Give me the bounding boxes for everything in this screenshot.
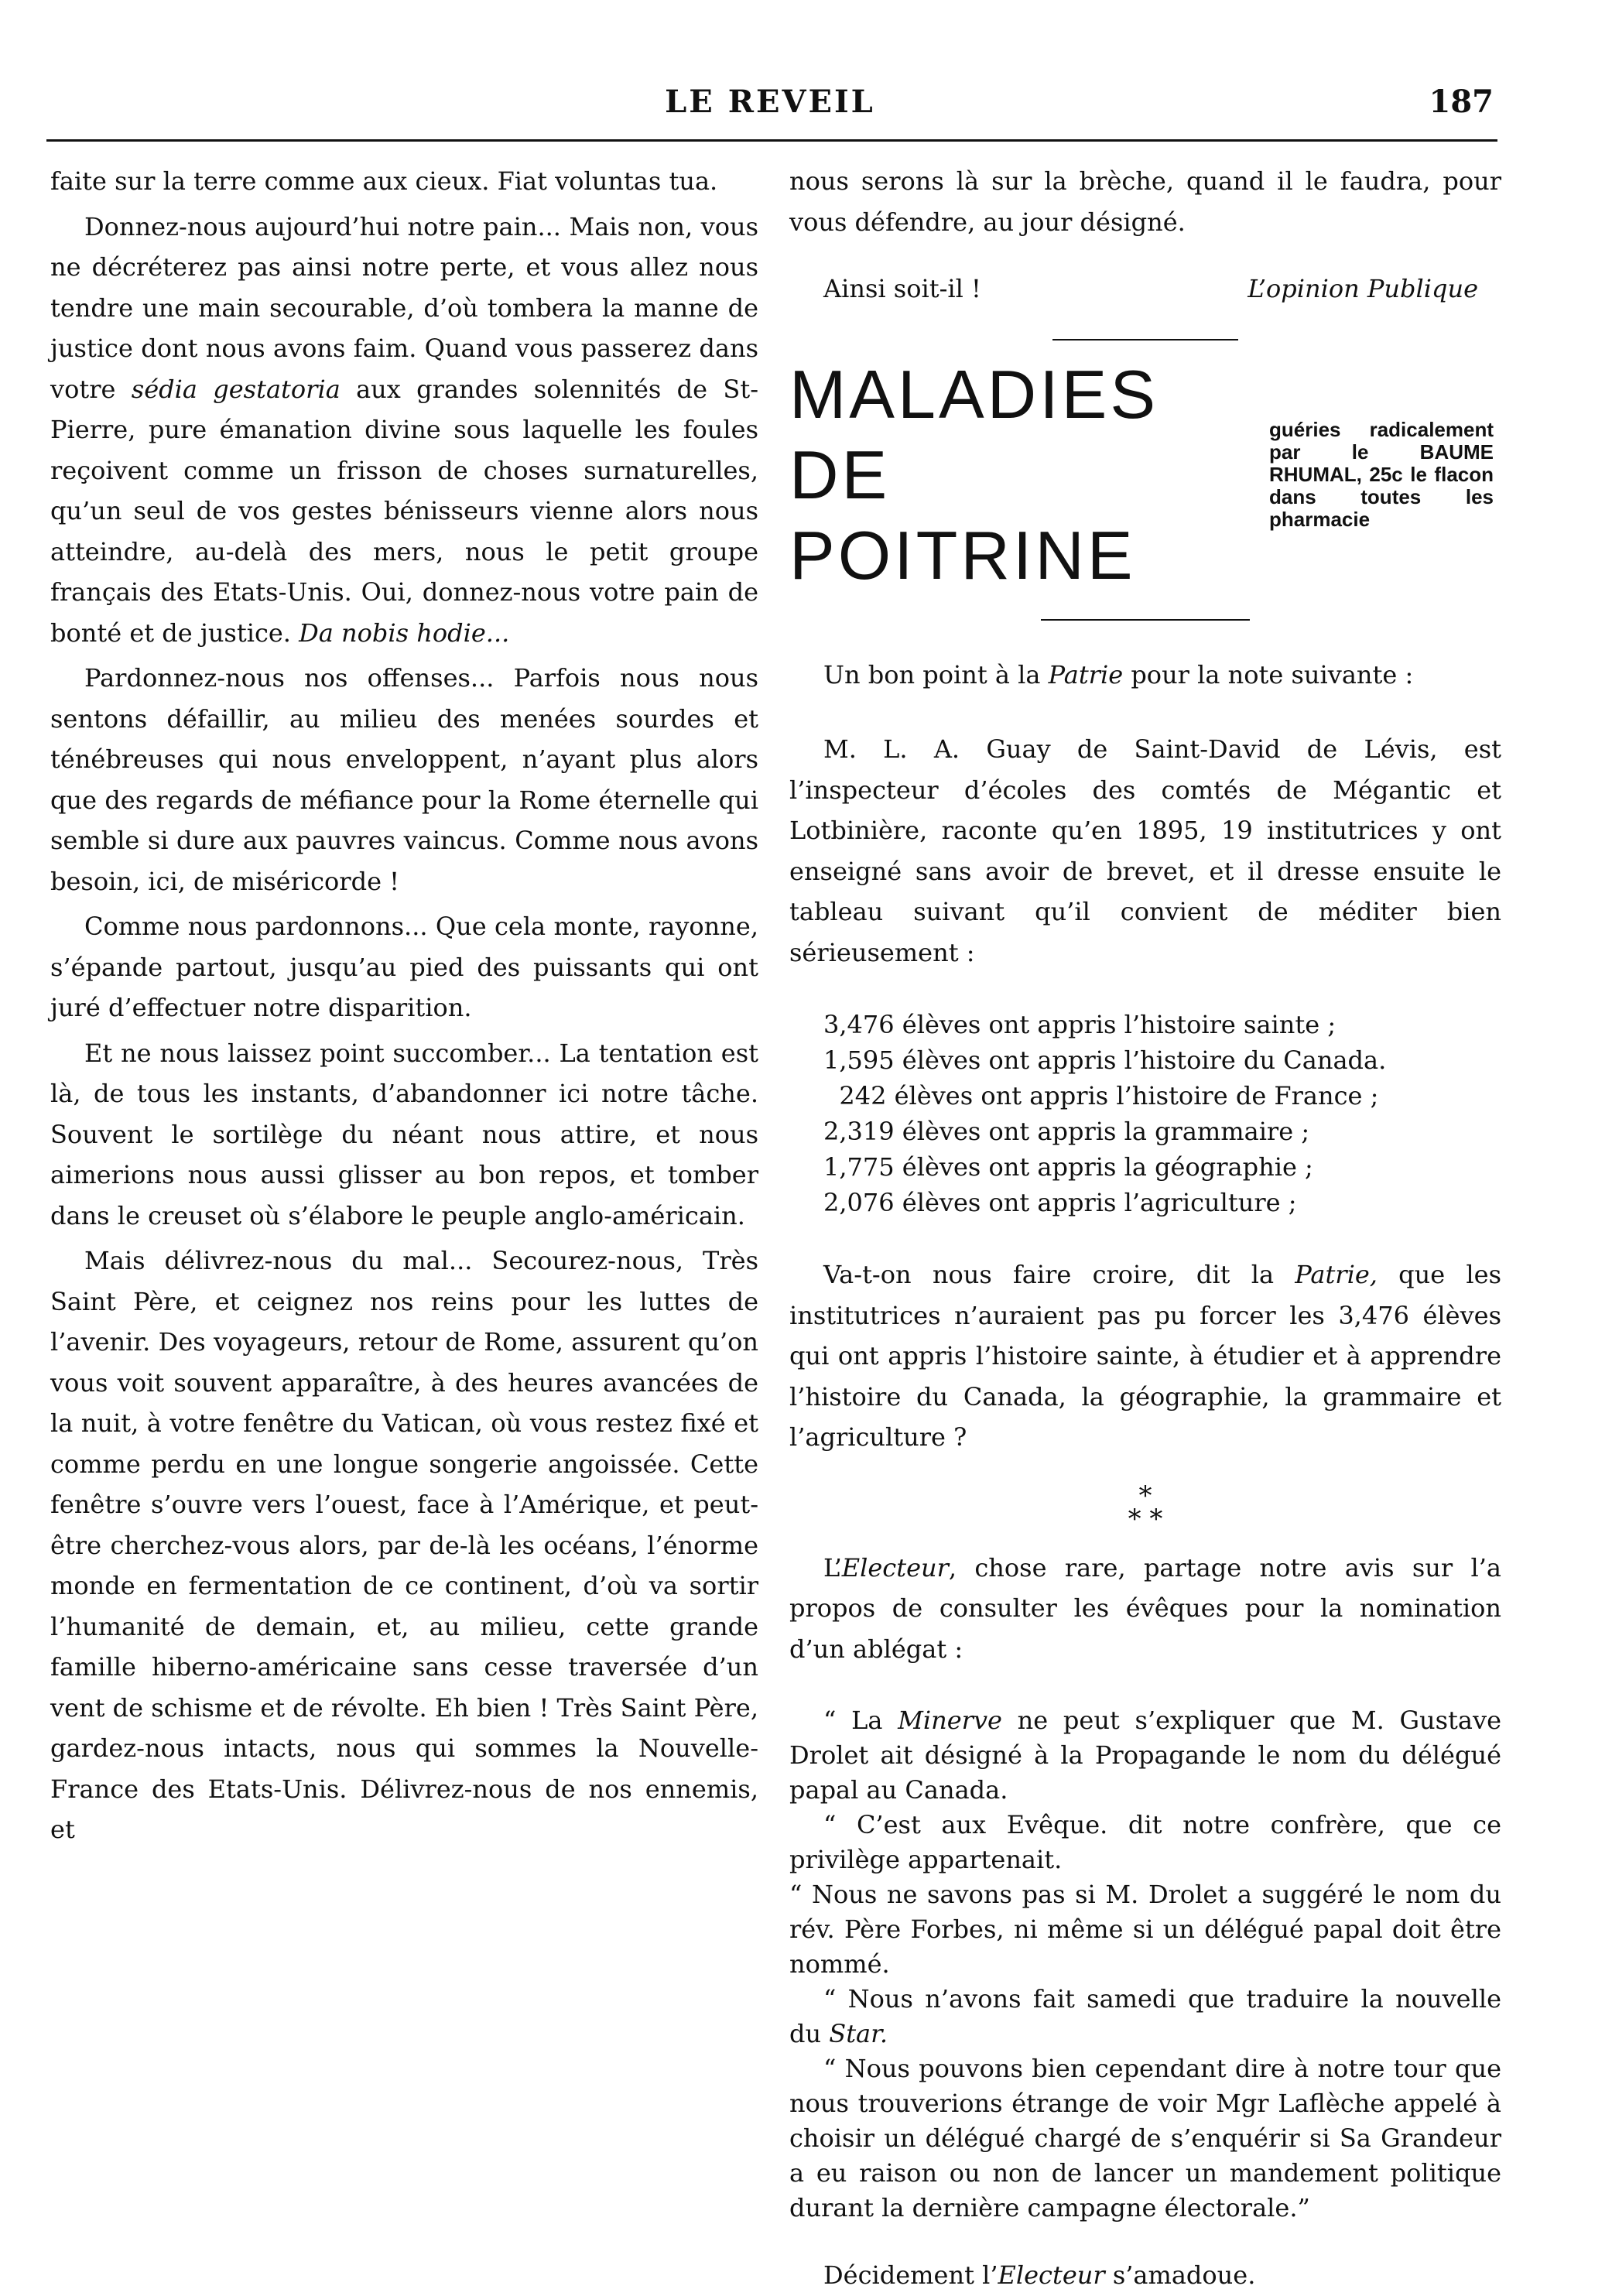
paragraph-va-t-on: Va-t-on nous faire croire, dit la Patrie, que les institutrices n’auraient pas pu forcer les 3,476 élèves qui ont appris l’histoire sainte, à étudier et à apprendre l’histoire du Canada, la géographie, la grammaire et l’agriculture ? [789, 1260, 1502, 1452]
ad-text: guéries radicalement par le BAUME RHUMAL, 25c le flacon dans toutes les pharmacie [1269, 418, 1494, 531]
quote-eveques: “ C’est aux Evêque. dit notre confrère, que ce privilège appartenait. [789, 1810, 1501, 1874]
quote-drolet: “ Nous ne savons pas si M. Drolet a suggéré le nom du rév. Père Forbes, ni même si un délégué papal doit être nommé. [789, 1880, 1501, 1979]
asterism: * * * [1128, 1480, 1163, 1535]
separator-rule [1041, 619, 1250, 621]
table-row: 3,476 élèves ont appris l’histoire sainte ; [823, 1010, 1336, 1039]
paragraph-breche: nous serons là sur la brèche, quand il le faudra, pour vous défendre, au jour désigné. [789, 166, 1501, 237]
amen-text: Ainsi soit-il ! [823, 274, 981, 303]
paragraph-donnez: Donnez-nous aujourd’hui notre pain... Mais non, vous ne décréterez pas ainsi notre perte, et vous allez nous tendre une main secourable, d’où tombera la manne de justice dont nous avons faim. Quand vous passerez dans votre sédia gestatoria aux grandes solennités de St-Pierre, pure émanation divine sous laquelle les foules reçoivent comme un frisson de choses surnaturelles, qu’un seul de vos gestes bénisseurs vienne alors nous atteindre, au-delà des mers, nous le petit groupe français des Etats-Unis. Oui, donnez-nous votre pain de bonté et de justice. Da nobis hodie... [50, 211, 758, 648]
table-row: 2,319 élèves ont appris la grammaire ; [823, 1117, 1310, 1146]
quote-minerve: “ La Minerve ne peut s’expliquer que M. Gustave Drolet ait désigné à la Propagande le nom du délégué papal au Canada. [789, 1706, 1502, 1805]
advertisement [789, 354, 1501, 596]
paragraph-succomber: Et ne nous laissez point succomber... La tentation est là, de tous les instants, d’abandonner ici notre tâche. Souvent le sortilège du néant nous attire, et nous aimerions nous aussi glisser au bon repos, et tomber dans le creuset où s’élabore le peuple anglo-américain. [50, 1038, 758, 1230]
quote-star: “ Nous n’avons fait samedi que traduire la nouvelle du Star. [789, 1984, 1501, 2048]
statistics-table [789, 1007, 1501, 1220]
table-row: 1,775 élèves ont appris la géographie ; [823, 1152, 1313, 1182]
page-header [46, 77, 1494, 132]
paragraph-fiat: faite sur la terre comme aux cieux. Fiat voluntas tua. [50, 166, 718, 196]
paragraph-pardonnez: Pardonnez-nous nos offenses... Parfois nous nous sentons défaillir, au milieu des menées sourdes et ténébreuses qui nous enveloppent, n’ayant plus alors que des regards de méfiance pour la Rome éternelle qui semble si dure aux pauvres vaincus. Comme nous avons besoin, ici, de miséricorde ! [50, 663, 758, 896]
paragraph-decidement: Décidement l’Electeur s’amadoue. [823, 2260, 1256, 2290]
paragraph-delivrez: Mais délivrez-nous du mal... Secourez-nous, Très Saint Père, et ceignez nos reins pour les luttes de l’avenir. Des voyageurs, retour de Rome, assurent qu’on vous voit souvent apparaître, à des heures avancées de la nuit, à votre fenêtre du Vatican, où vous restez fixé et comme perdu en une longue songerie angoissée. Cette fenêtre s’ouvre vers l’ouest, face à l’Amérique, et peut-être cherchez-vous alors, par de-là les océans, l’énorme monde en fermentation de ce continent, d’où va sortir l’humanité de demain, et, au milieu, cette grande famille hiberno-américaine sans cesse traversée d’un vent de schisme et de révolte. Eh bien ! Très Saint Père, gardez-nous intacts, nous qui sommes la Nouvelle-France des Etats-Unis. Délivrez-nous de nos ennemis, et [50, 1246, 758, 1844]
ad-title: MALADIES DE POITRINE [789, 355, 1159, 594]
separator-rule [1052, 339, 1238, 340]
quote-lafleche: “ Nous pouvons bien cependant dire à notre tour que nous trouverions étrange de voir Mgr Laflèche appelé à choisir un délégué chargé de s’enquérir si Sa Grandeur a eu raison ou non de lancer un mandement politique durant la dernière campagne électorale.” [789, 2054, 1501, 2222]
signature: L’opinion Publique [1248, 274, 1478, 303]
paragraph-electeur: L’Electeur, chose rare, partage notre avis sur l’a propos de consulter les évêques pour la nomination d’un ablégat : [789, 1552, 1501, 1664]
signoff [789, 269, 1501, 310]
newspaper-title: LE REVEIL [665, 84, 875, 120]
header-rule [46, 139, 1497, 142]
paragraph-comme: Comme nous pardonnons... Que cela monte, rayonne, s’épande partout, jusqu’au pied des puissants qui ont juré d’effectuer notre disparition. [50, 912, 758, 1022]
page-number: 187 [1429, 84, 1494, 120]
left-column [50, 161, 758, 1850]
table-row: 2,076 élèves ont appris l’agriculture ; [823, 1188, 1297, 1217]
paragraph-bon-point: Un bon point à la Patrie pour la note suivante : [823, 659, 1414, 689]
paragraph-guay: M. L. A. Guay de Saint-David de Lévis, est l’inspecteur d’écoles des comtés de Mégantic et Lotbinière, raconte qu’en 1895, 19 institutrices y ont enseigné sans avoir de brevet, et il dresse ensuite le tableau suivant qu’il convient de méditer bien sérieusement : [789, 734, 1501, 967]
right-column [789, 161, 1501, 2296]
table-row: 242 élèves ont appris l’histoire de France ; [823, 1081, 1379, 1110]
table-row: 1,595 élèves ont appris l’histoire du Canada. [823, 1045, 1387, 1075]
